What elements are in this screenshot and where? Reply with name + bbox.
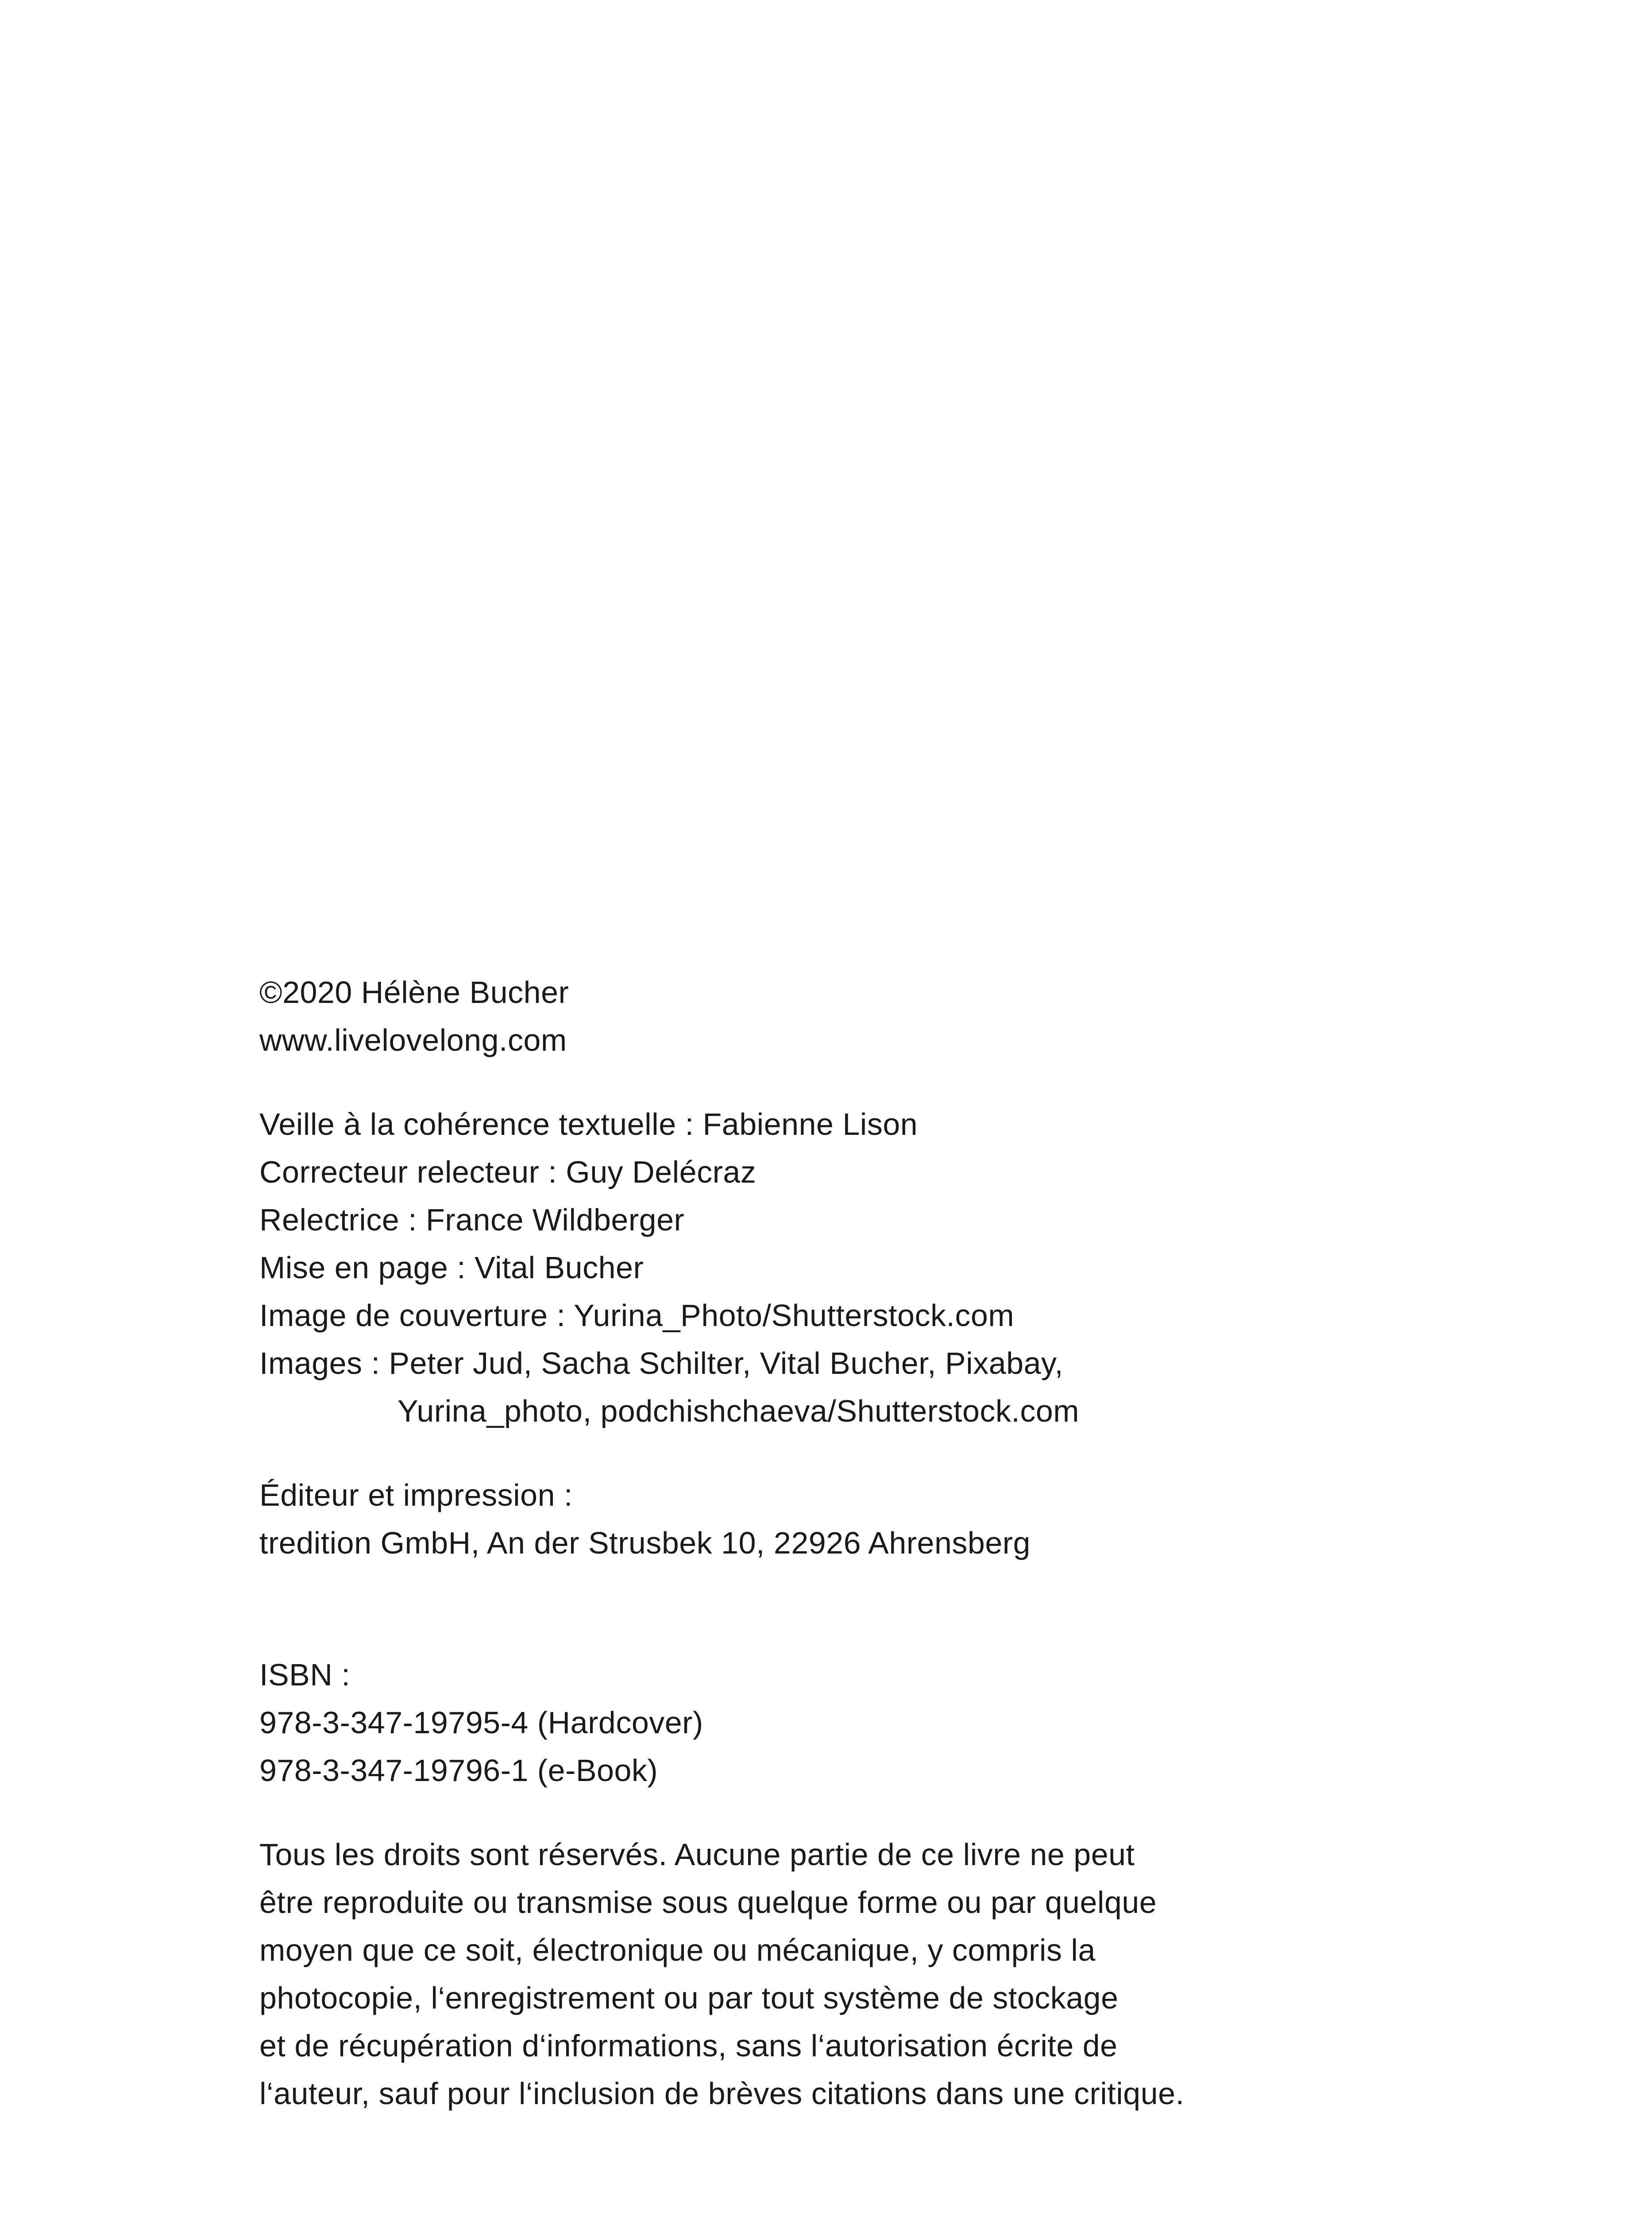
spacer (259, 1794, 1410, 1831)
credit-line-continuation: Yurina_photo, podchishchaeva/Shutterstock.com (398, 1394, 1080, 1428)
publisher-block (259, 1471, 1410, 1567)
rights-line: et de récupération d‘informations, sans l‘autorisation écrite de (259, 2028, 1118, 2063)
isbn-heading: ISBN : (259, 1658, 351, 1692)
rights-line: moyen que ce soit, électronique ou mécanique, y compris la (259, 1933, 1096, 1967)
isbn-hardcover: 978-3-347-19795-4 (Hardcover) (259, 1705, 703, 1740)
credit-line: Veille à la cohérence textuelle : Fabienne Lison (259, 1107, 918, 1141)
credit-line: Images : Peter Jud, Sacha Schilter, Vital Bucher, Pixabay, (259, 1346, 1064, 1380)
imprint-section (259, 968, 1410, 2117)
spacer (259, 1435, 1410, 1471)
isbn-ebook: 978-3-347-19796-1 (e-Book) (259, 1753, 658, 1788)
rights-line: être reproduite ou transmise sous quelque forme ou par quelque (259, 1885, 1157, 1920)
rights-paragraph (259, 1831, 1410, 2117)
rights-line: photocopie, l‘enregistrement ou par tout système de stockage (259, 1981, 1119, 2015)
credit-line: Image de couverture : Yurina_Photo/Shutterstock.com (259, 1298, 1015, 1333)
publisher-heading: Éditeur et impression : (259, 1478, 573, 1512)
rights-line: l‘auteur, sauf pour l‘inclusion de brèves citations dans une critique. (259, 2076, 1185, 2111)
credit-line: Mise en page : Vital Bucher (259, 1250, 644, 1285)
copyright-notice: ©2020 Hélène Bucher (259, 975, 569, 1010)
spacer (259, 1567, 1410, 1651)
isbn-block (259, 1651, 1410, 1794)
publisher-address: tredition GmbH, An der Strusbek 10, 22926 Ahrensberg (259, 1526, 1031, 1560)
copyright-block (259, 968, 1410, 1064)
credits-block (259, 1100, 1410, 1435)
author-website: www.livelovelong.com (259, 1023, 567, 1057)
spacer (259, 1064, 1410, 1100)
rights-line: Tous les droits sont réservés. Aucune partie de ce livre ne peut (259, 1837, 1135, 1872)
credit-line: Correcteur relecteur : Guy Delécraz (259, 1155, 757, 1189)
credit-line: Relectrice : France Wildberger (259, 1203, 685, 1237)
